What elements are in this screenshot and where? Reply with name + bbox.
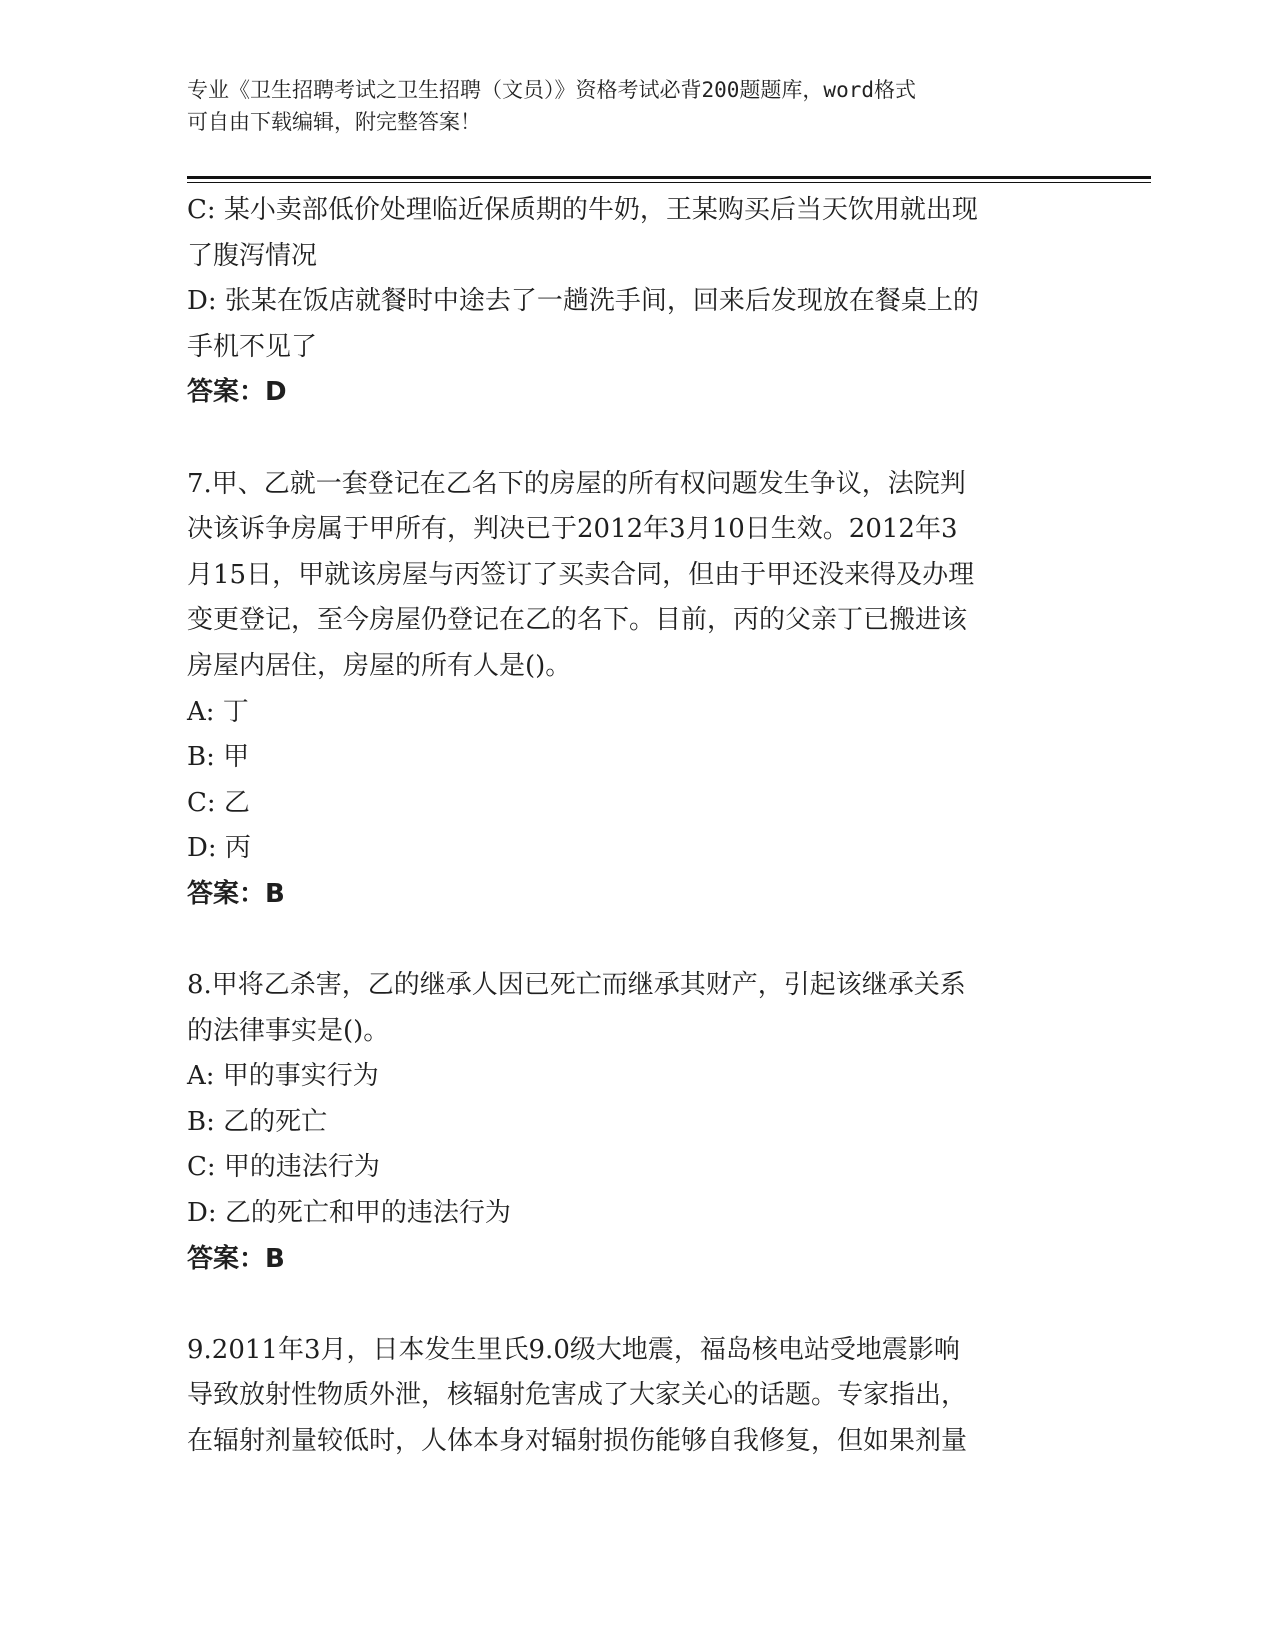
- spacer: [187, 416, 1087, 462]
- option-d-continued: 手机不见了: [187, 331, 318, 362]
- spacer: [187, 1282, 1087, 1328]
- option-c-continued: 了腹泻情况: [187, 240, 318, 271]
- option-d: D: 张某在饭店就餐时中途去了一趟洗手间，回来后发现放在餐桌上的: [187, 286, 979, 317]
- spacer: [187, 918, 1087, 964]
- question-stem-line: 8.甲将乙杀害，乙的继承人因已死亡而继承其财产，引起该继承关系: [187, 970, 966, 1001]
- header-line: 专业《卫生招聘考试之卫生招聘（文员）》资格考试必背200题题库，word格式: [187, 78, 916, 102]
- question-9: [187, 1328, 1087, 1465]
- answer: 答案：B: [187, 878, 285, 909]
- document-header: [187, 74, 1067, 138]
- question-stem-line: 决该诉争房属于甲所有，判决已于2012年3月10日生效。2012年3: [187, 514, 958, 545]
- option-a: A: 丁: [187, 696, 249, 727]
- question-7: [187, 462, 1087, 918]
- header-rule-thick: [187, 176, 1151, 179]
- question-stem-line: 变更登记，至今房屋仍登记在乙的名下。目前，丙的父亲丁已搬进该: [187, 605, 968, 636]
- answer: 答案：D: [187, 377, 287, 408]
- option-d: D: 丙: [187, 833, 251, 864]
- option-a: A: 甲的事实行为: [187, 1061, 379, 1092]
- question-stem-line: 的法律事实是()。: [187, 1015, 390, 1046]
- question-stem-line: 月15日，甲就该房屋与丙签订了买卖合同，但由于甲还没来得及办理: [187, 559, 975, 590]
- question-8: [187, 963, 1087, 1282]
- option-d: D: 乙的死亡和甲的违法行为: [187, 1198, 511, 1229]
- document-body: [187, 188, 1087, 1465]
- header-line: 可自由下载编辑，附完整答案！: [187, 110, 481, 134]
- option-b: B: 甲: [187, 742, 250, 773]
- question-stem-line: 在辐射剂量较低时，人体本身对辐射损伤能够自我修复，但如果剂量: [187, 1426, 968, 1457]
- option-c: C: 某小卖部低价处理临近保质期的牛奶，王某购买后当天饮用就出现: [187, 195, 978, 225]
- question-stem-line: 房屋内居住，房屋的所有人是()。: [187, 650, 572, 681]
- question-6: [187, 188, 1087, 416]
- option-b: B: 乙的死亡: [187, 1106, 328, 1137]
- question-stem-line: 7.甲、乙就一套登记在乙名下的房屋的所有权问题发生争议，法院判: [187, 468, 966, 499]
- question-stem-line: 9.2011年3月，日本发生里氏9.0级大地震，福岛核电站受地震影响: [187, 1334, 960, 1365]
- question-stem-line: 导致放射性物质外泄，核辐射危害成了大家关心的话题。专家指出，: [187, 1380, 968, 1411]
- option-c: C: 甲的违法行为: [187, 1152, 380, 1183]
- header-rule-thin: [187, 182, 1151, 183]
- option-c: C: 乙: [187, 787, 250, 818]
- answer: 答案：B: [187, 1243, 285, 1274]
